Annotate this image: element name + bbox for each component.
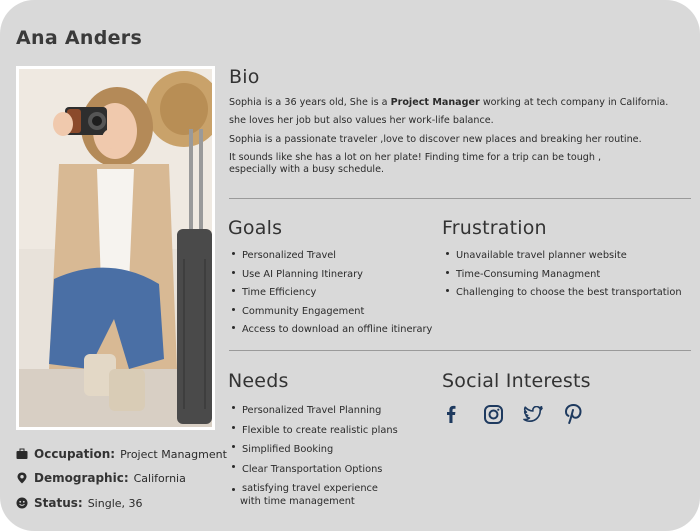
frustration-item: Challenging to choose the best transportation xyxy=(443,284,682,303)
frustration-list xyxy=(443,247,682,303)
frustration-title: Frustration xyxy=(442,217,547,239)
demographic-value: California xyxy=(133,471,186,485)
needs-item: Clear Transportation Options xyxy=(229,460,398,480)
needs-title: Needs xyxy=(228,370,289,392)
bio-line-1 xyxy=(229,97,668,109)
needs-item: Personalized Travel Planning xyxy=(229,401,398,421)
bio-line-4: It sounds like she has a lot on her plate! Finding time for a trip can be tough , xyxy=(229,152,602,163)
twitter-icon xyxy=(523,406,543,423)
facebook-link[interactable] xyxy=(442,403,460,425)
goals-item: Time Efficiency xyxy=(229,284,432,303)
bio-line-3: Sophia is a passionate traveler ,love to discover new places and breaking her routine. xyxy=(229,134,642,145)
bio-title: Bio xyxy=(229,66,260,88)
occupation-label: Occupation: xyxy=(34,447,116,461)
status-row xyxy=(16,496,143,510)
needs-item: Simplified Booking xyxy=(229,440,398,460)
twitter-link[interactable] xyxy=(522,403,544,425)
pinterest-link[interactable] xyxy=(562,403,584,425)
bio-line-5: especially with a busy schedule. xyxy=(229,164,385,175)
social-icons xyxy=(442,403,602,425)
divider-top xyxy=(229,198,691,199)
goals-item: Access to download an offline itinerary xyxy=(229,321,432,340)
goals-list xyxy=(229,247,432,340)
bio-line-1-pre: Sophia is a 36 years old, She is a xyxy=(229,97,391,108)
pinterest-icon xyxy=(564,404,583,424)
persona-name: Ana Anders xyxy=(16,27,143,49)
needs-item xyxy=(229,483,398,508)
bio-line-1-post: working at tech company in California. xyxy=(479,97,669,108)
social-title: Social Interests xyxy=(442,370,591,392)
status-label: Status: xyxy=(34,496,83,510)
bio-line-2: she loves her job but also values her work-life balance. xyxy=(229,115,494,126)
status-value: Single, 36 xyxy=(87,496,143,510)
instagram-icon xyxy=(484,405,503,424)
goals-item: Use AI Planning Itinerary xyxy=(229,266,432,285)
occupation-row xyxy=(16,447,227,461)
instagram-link[interactable] xyxy=(482,403,504,425)
briefcase-icon xyxy=(16,448,28,460)
occupation-value: Project Managment xyxy=(120,447,227,461)
goals-item: Community Engagement xyxy=(229,303,432,322)
divider-middle xyxy=(229,350,691,351)
persona-photo-image xyxy=(19,69,212,427)
needs-item-line-2: with time management xyxy=(240,495,355,507)
needs-item: Flexible to create realistic plans xyxy=(229,421,398,441)
goals-item: Personalized Travel xyxy=(229,247,432,266)
demographic-row xyxy=(16,471,186,485)
needs-item-line-1: satisfying travel experience xyxy=(242,483,378,495)
facebook-icon xyxy=(446,405,456,423)
location-pin-icon xyxy=(16,472,28,484)
needs-list xyxy=(229,401,398,508)
frustration-item: Time-Consuming Managment xyxy=(443,266,682,285)
bio-line-1-bold: Project Manager xyxy=(390,97,480,108)
persona-photo xyxy=(16,66,215,430)
status-icon xyxy=(16,497,28,509)
goals-title: Goals xyxy=(228,217,283,239)
demographic-label: Demographic: xyxy=(34,471,129,485)
frustration-item: Unavailable travel planner website xyxy=(443,247,682,266)
